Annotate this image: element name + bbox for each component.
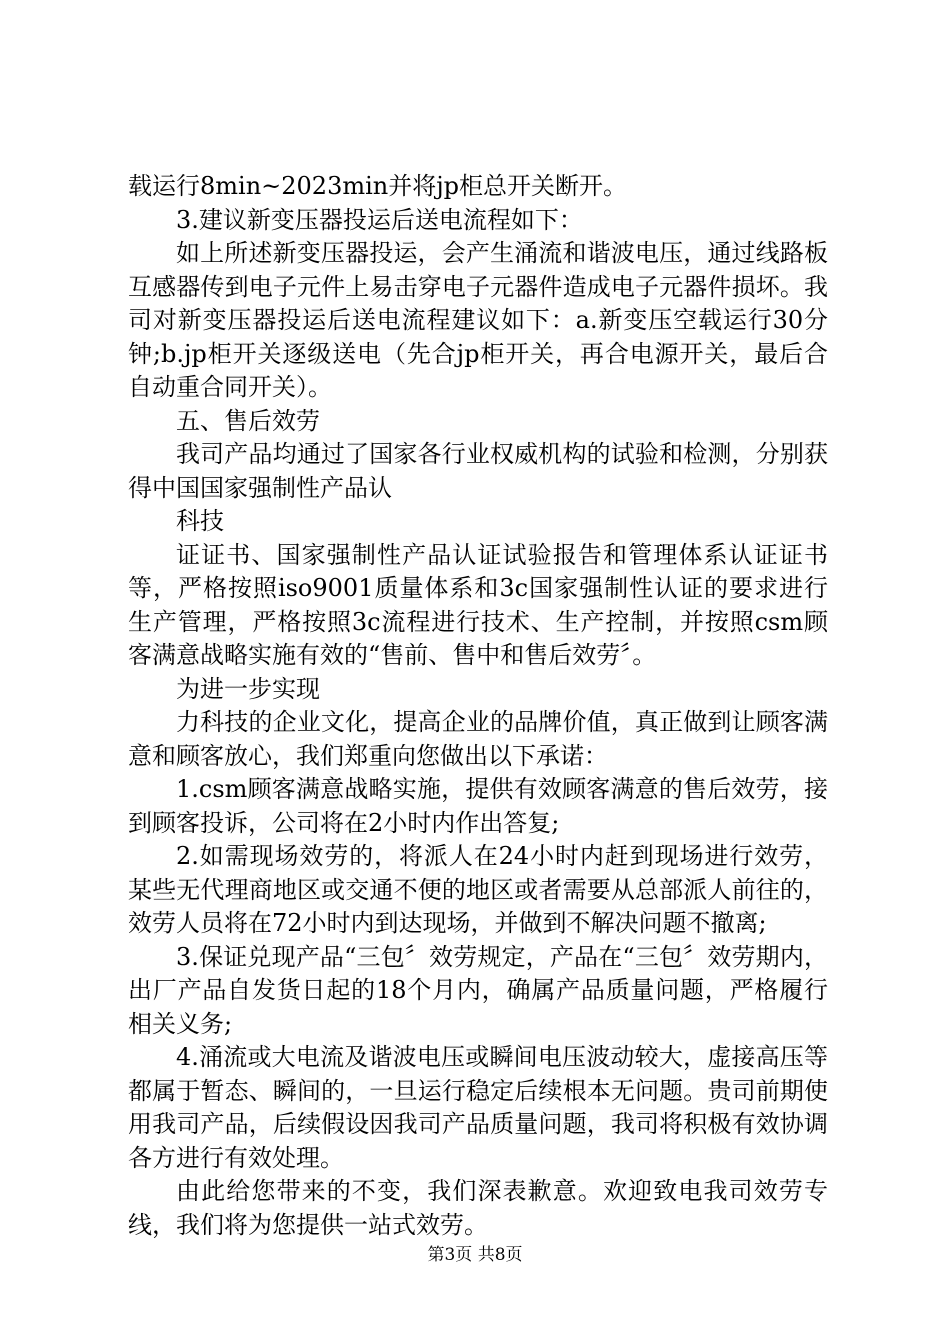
paragraph: 我司产品均通过了国家各行业权威机构的试验和检测，分别获得中国国家强制性产品认 bbox=[128, 440, 828, 502]
paragraph: 由此给您带来的不变，我们深表歉意。欢迎致电我司效劳专线，我们将为您提供一站式效劳。 bbox=[128, 1177, 828, 1239]
paragraph: 如上所述新变压器投运，会产生涌流和谐波电压，通过线路板互感器传到电子元件上易击穿电子元器件造成电子元器件损坏。我司对新变压器投运后送电流程建议如下：a.新变压空载运行30分钟;b.jp柜开关逐级送电（先合jp柜开关，再合电源开关，最后合自动重合同开关）。 bbox=[128, 239, 828, 401]
section-heading: 五、售后效劳 bbox=[176, 406, 320, 435]
paragraph: 为进一步实现 bbox=[176, 674, 320, 703]
paragraph: 力科技的企业文化，提高企业的品牌价值，真正做到让顾客满意和顾客放心，我们郑重向您做出以下承诺： bbox=[128, 708, 828, 770]
paragraph: 3.建议新变压器投运后送电流程如下： bbox=[176, 205, 583, 234]
page-number: 第3页 共8页 bbox=[427, 1245, 523, 1265]
document-body bbox=[128, 170, 828, 1242]
list-item: 2.如需现场效劳的，将派人在24小时内赶到现场进行效劳，某些无代理商地区或交通不便的地区或者需要从总部派人前往的，效劳人员将在72小时内到达现场，并做到不解决问题不撤离; bbox=[128, 842, 828, 937]
list-item: 3.保证兑现产品“三包〞效劳规定，产品在“三包〞效劳期内，出厂产品自发货日起的18个月内，确属产品质量问题，严格履行相关义务; bbox=[128, 942, 828, 1038]
paragraph: 载运行8min~2023min并将jp柜总开关断开。 bbox=[128, 172, 628, 200]
paragraph: 证证书、国家强制性产品认证试验报告和管理体系认证证书等，严格按照iso9001质量体系和3c国家强制性认证的要求进行生产管理，严格按照3c流程进行技术、生产控制，并按照csm顾客满意战略实施有效的“售前、售中和售后效劳〞。 bbox=[128, 540, 828, 669]
list-item: 4.涌流或大电流及谐波电压或瞬间电压波动较大，虚接高压等都属于暂态、瞬间的，一旦运行稳定后续根本无问题。贵司前期使用我司产品，后续假设因我司产品质量问题，我司将积极有效协调各方进行有效处理。 bbox=[128, 1043, 828, 1172]
list-item: 1.csm顾客满意战略实施，提供有效顾客满意的售后效劳，接到顾客投诉，公司将在2小时内作出答复; bbox=[128, 775, 828, 837]
paragraph: 科技 bbox=[176, 507, 224, 535]
